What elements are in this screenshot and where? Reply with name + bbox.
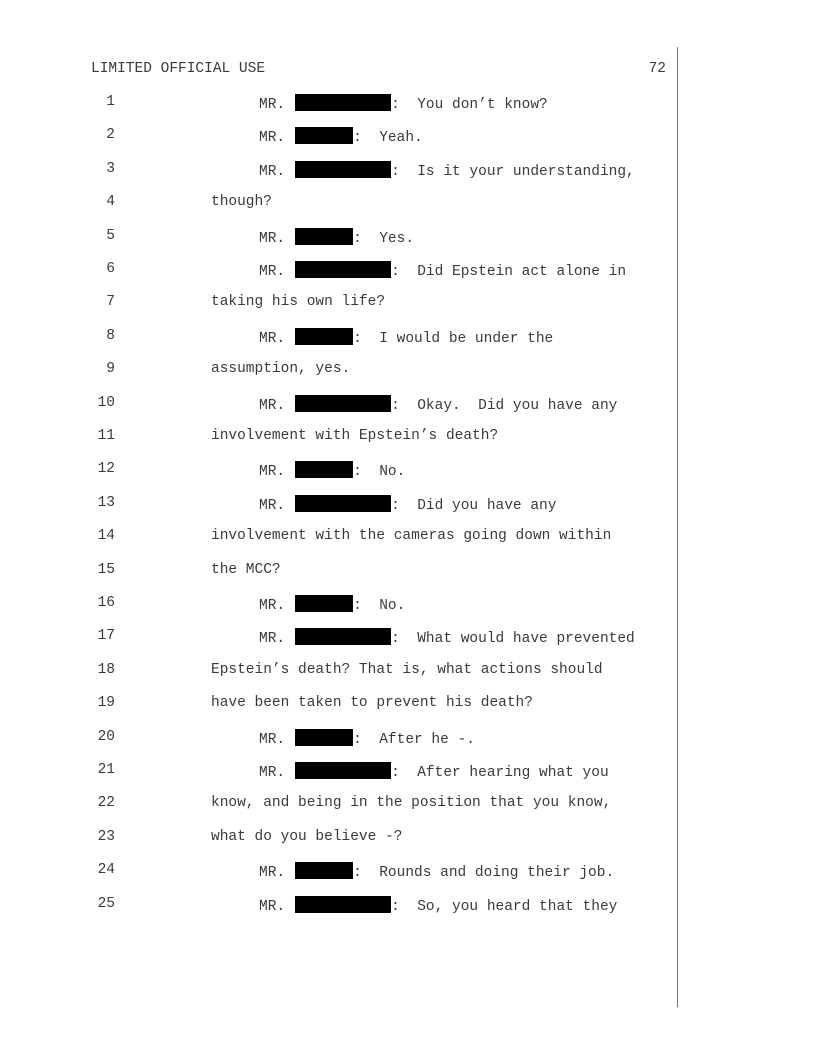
- page-number: 72: [648, 61, 666, 77]
- speaker-colon: :: [353, 464, 362, 481]
- line-number: 18: [97, 661, 115, 678]
- speaker-line: [259, 862, 614, 881]
- line-number: 12: [97, 461, 115, 478]
- transcript-line: [0, 161, 816, 181]
- speaker-line: [259, 261, 626, 280]
- speaker-line: [259, 395, 617, 414]
- redaction-block: [295, 729, 353, 746]
- line-number: 2: [106, 127, 115, 144]
- transcript-line: [0, 562, 816, 582]
- spoken-text: Okay. Did you have any: [399, 397, 618, 414]
- spoken-text: I would be under the: [361, 330, 554, 347]
- transcript-line: [0, 896, 816, 916]
- spoken-text: So, you heard that they: [399, 898, 618, 915]
- line-number: 24: [97, 862, 115, 879]
- transcript-line: [0, 795, 816, 815]
- continuation-text: know, and being in the position that you know,: [211, 795, 612, 812]
- continuation-text: what do you believe -?: [211, 828, 403, 845]
- line-number: 14: [97, 528, 115, 545]
- speaker-title: MR.: [259, 330, 286, 347]
- redaction-block: [295, 595, 353, 612]
- line-number: 13: [97, 494, 115, 511]
- line-number: 6: [106, 261, 115, 277]
- speaker-line: [259, 461, 405, 480]
- speaker-line: [259, 762, 609, 781]
- speaker-title: MR.: [259, 130, 286, 147]
- line-number: 25: [97, 895, 115, 912]
- transcript-line: [0, 361, 816, 381]
- spoken-text: Rounds and doing their job.: [361, 865, 615, 882]
- line-number: 8: [106, 327, 115, 344]
- continuation-text: involvement with the cameras going down within: [211, 528, 612, 545]
- transcript-line: [0, 261, 816, 281]
- line-number: 11: [97, 428, 115, 444]
- transcript-line: [0, 461, 816, 481]
- spoken-text: Did Epstein act alone in: [399, 264, 627, 280]
- speaker-colon: :: [353, 865, 362, 882]
- speaker-colon: :: [391, 163, 400, 180]
- spoken-text: After he -.: [361, 731, 475, 748]
- spoken-text: No.: [361, 464, 406, 481]
- speaker-line: [259, 161, 635, 180]
- redaction-block: [295, 762, 391, 779]
- speaker-title: MR.: [259, 765, 286, 781]
- speaker-line: [259, 228, 414, 247]
- speaker-line: [259, 495, 556, 514]
- spoken-text: Is it your understanding,: [399, 163, 635, 180]
- speaker-title: MR.: [259, 631, 286, 648]
- line-number: 17: [97, 628, 115, 645]
- redaction-block: [295, 495, 391, 512]
- line-number: 22: [97, 795, 115, 812]
- transcript-line: [0, 194, 816, 214]
- redaction-block: [295, 94, 391, 111]
- redaction-block: [295, 628, 391, 645]
- redaction-block: [295, 127, 353, 144]
- spoken-text: Yeah.: [361, 130, 423, 147]
- spoken-text: No.: [361, 598, 406, 614]
- speaker-colon: :: [391, 631, 400, 648]
- redaction-block: [295, 228, 353, 245]
- speaker-title: MR.: [259, 898, 286, 915]
- speaker-title: MR.: [259, 497, 286, 514]
- speaker-line: [259, 896, 617, 915]
- continuation-text: though?: [211, 194, 272, 211]
- line-number: 16: [97, 595, 115, 611]
- speaker-colon: :: [353, 330, 362, 347]
- continuation-text: Epstein’s death? That is, what actions should: [211, 661, 603, 678]
- speaker-colon: :: [353, 731, 362, 748]
- transcript-line: [0, 294, 816, 314]
- transcript-line: [0, 528, 816, 548]
- speaker-colon: :: [391, 97, 400, 113]
- redaction-block: [295, 161, 391, 178]
- speaker-colon: :: [391, 497, 400, 514]
- speaker-colon: :: [353, 130, 362, 147]
- transcript-line: [0, 595, 816, 615]
- line-number: 10: [97, 394, 115, 411]
- speaker-line: [259, 328, 553, 347]
- speaker-colon: :: [391, 765, 400, 781]
- speaker-title: MR.: [259, 230, 286, 247]
- speaker-title: MR.: [259, 731, 286, 748]
- line-number: 7: [106, 294, 115, 311]
- redaction-block: [295, 395, 391, 412]
- continuation-text: have been taken to prevent his death?: [211, 695, 533, 712]
- transcript-line: [0, 228, 816, 248]
- speaker-title: MR.: [259, 464, 286, 481]
- speaker-title: MR.: [259, 264, 286, 280]
- transcript-line: [0, 395, 816, 415]
- transcript-line: [0, 428, 816, 448]
- speaker-line: [259, 595, 405, 614]
- transcript-line: [0, 495, 816, 515]
- speaker-colon: :: [353, 598, 362, 614]
- transcript-line: [0, 829, 816, 849]
- continuation-text: taking his own life?: [211, 294, 386, 311]
- transcript-line: [0, 729, 816, 749]
- speaker-title: MR.: [259, 598, 286, 614]
- transcript-line: [0, 628, 816, 648]
- speaker-title: MR.: [259, 97, 286, 113]
- spoken-text: After hearing what you: [399, 765, 609, 781]
- spoken-text: Yes.: [361, 230, 415, 247]
- line-number: 19: [97, 695, 115, 712]
- continuation-text: involvement with Epstein’s death?: [211, 428, 499, 444]
- line-number: 5: [106, 227, 115, 244]
- line-number: 4: [106, 194, 115, 211]
- speaker-colon: :: [391, 898, 400, 915]
- speaker-title: MR.: [259, 163, 286, 180]
- line-number: 1: [106, 94, 115, 110]
- speaker-line: [259, 729, 475, 748]
- redaction-block: [295, 261, 391, 278]
- spoken-text: Did you have any: [399, 497, 557, 514]
- line-number: 15: [97, 561, 115, 578]
- redaction-block: [295, 461, 353, 478]
- classification-header: LIMITED OFFICIAL USE: [91, 61, 266, 77]
- redaction-block: [295, 328, 353, 345]
- redaction-block: [295, 862, 353, 879]
- speaker-line: [259, 94, 548, 113]
- speaker-line: [259, 127, 423, 146]
- speaker-title: MR.: [259, 397, 286, 414]
- speaker-title: MR.: [259, 865, 286, 882]
- line-number: 9: [106, 361, 115, 378]
- speaker-line: [259, 628, 635, 647]
- line-number: 3: [106, 160, 115, 177]
- transcript-line: [0, 762, 816, 782]
- speaker-colon: :: [391, 264, 400, 280]
- line-number: 20: [97, 728, 115, 745]
- transcript-line: [0, 127, 816, 147]
- continuation-text: assumption, yes.: [211, 361, 351, 378]
- spoken-text: What would have prevented: [399, 631, 635, 648]
- spoken-text: You don’t know?: [399, 97, 548, 113]
- speaker-colon: :: [391, 397, 400, 414]
- redaction-block: [295, 896, 391, 913]
- transcript-line: [0, 328, 816, 348]
- continuation-text: the MCC?: [211, 561, 281, 578]
- transcript-line: [0, 94, 816, 114]
- speaker-colon: :: [353, 230, 362, 247]
- line-number: 21: [97, 762, 115, 778]
- transcript-line: [0, 862, 816, 882]
- line-number: 23: [97, 828, 115, 845]
- transcript-line: [0, 662, 816, 682]
- transcript-line: [0, 695, 816, 715]
